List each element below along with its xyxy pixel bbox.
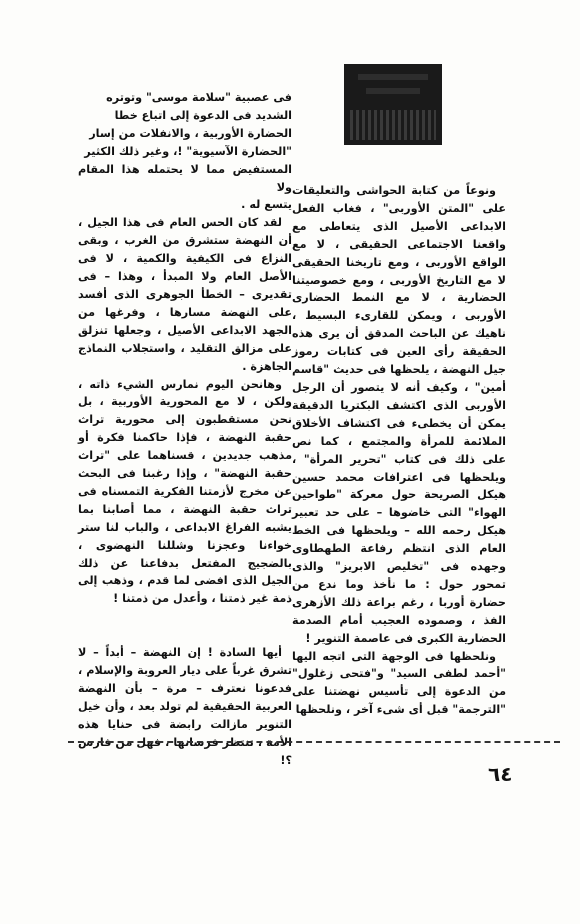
paragraph-gap <box>78 608 292 644</box>
left-line: المستفيض مما لا يحتمله هذا المقام ولا <box>78 162 292 194</box>
paragraph: لقد كان الحس العام فى هذا الجيل ، أن النهضة ستشرق من الغرب ، وبقى النزاع فى الكيفية والكمية ، لا فى الأصل العام ولا المبدأ ، وهذا – فى تقديرى – الخطأ الجوهرى الذى أفسد على النهضة مسارها ، وفرغها من الجهد الابداعى الأصيل ، وجعلها تنزلق على مزالق التقليد ، واستجلاب النماذج الجاهزة . <box>78 216 292 373</box>
right-column <box>292 182 506 719</box>
paragraph: أيها السادة ! إن النهضة – أبداً – لا تشرق غرباً على ديار العروبة والإسلام ، فدعونا نعترف – مرة – بأن النهضة العربية الحقيقية لم تولد بعد ، وأن خيل التنوير مازالت رابضة فى حنايا هذه الأمة ، تنتظر فرسانها ، فهل من فارس ؟! <box>78 646 292 767</box>
logo-mark-top <box>358 74 428 80</box>
left-line: "الحضارة الآسيوية" !، وغير ذلك الكثير <box>84 144 292 158</box>
paragraph: وهانحن اليوم نمارس الشيء ذاته ، ولكن ، لا مع المحورية الأوربية ، بل نحن مستقطبون إلى محورية تراث حقبة النهضة ، فإذا حاكمنا فكرة أو مذهب جديدين ، قسناهما على "تراث حقبة النهضة" ، وإذا رغبنا فى البحث عن مخرج لأزمتنا الفكرية التمسناه فى تراث حقبة النهضة ، مما أصابنا بما يشبه الفراغ الابداعى ، والباب لنا ستر خواءنا وعجزنا وشللنا النهضوى ، بالضجيج المفتعل بدفاعنا عن ذلك الجيل الذى افضى لما قدم ، وذهب إلى ذمة غير ذمتنا ، وأعدل من ذمتنا ! <box>78 377 292 606</box>
paragraph: ونوعاً من كتابة الحواشى والتعليقات على "المتن الأوربى" ، فغاب الفعل الابداعى الأصيل الذى يتعاطى مع واقعنا الاجتماعى الحقيقى ، لا مع الواقع الأوربى ، ومع تاريخنا الحقيقى لا مع التاريخ الأوربى ، ومع خصوصيتنا الحضارية ، لا مع النمط الحضارى الأوربى ، ويمكن للقارىء البسيط ، ناهيك عن الباحث المدقق أن يرى هذه الحقيقة رأى العين فى كتابات رموز جيل النهضة ، يلحظها فى حديث "قاسم أمين" ، وكيف أنه لا يتصور أن الرجل الأوربى الذى اكتشف البكتريا الدقيقة يمكن أن يخطىء فى اكتشاف الأخلاق الملائمة للمرأة والمجتمع ، كما نص على ذلك فى كتاب "تحرير المرأة" ، ويلحظها فى اعترافات محمد حسين هيكل الصريحة حول معركة "طواحين الهواء" التى خاضوها – على حد تعبير هيكل رحمه الله – ويلحظها فى الخط العام الذى انتظم رفاعة الطهطاوى وجهده فى "تخليص الابريز" والذى تمحور حول : ما نأخذ وما ندع من حضارة أوربا ، رغم براعة ذلك الأزهرى الفذ ، وصموده العجيب أمام الصدمة الحضارية الكبرى فى عاصمة التنوير ! <box>292 184 506 645</box>
left-line: فى عصبية "سلامة موسى" وتوتره <box>106 91 292 104</box>
paragraph: ونلحظها فى الوجهة التى اتجه اليها "أحمد لطفى السيد" و"فتحى زغلول" من الدعوة إلى تأسيس نهضتنا على "الترجمة" قبل أى شىء آخر ، ونلحظها <box>292 649 506 717</box>
page-number: ٦٤ <box>488 762 513 786</box>
left-line: الشديد فى الدعوة إلى اتباع خطا <box>114 108 292 122</box>
logo-mark-middle <box>366 88 420 94</box>
logo-lettering <box>350 110 436 140</box>
left-line: يتسع له . <box>241 198 292 212</box>
left-column <box>78 89 292 770</box>
footer-divider <box>68 741 560 743</box>
left-line: الحضارة الأوربية ، والانفلات من إسار <box>89 126 292 140</box>
section-logo <box>344 64 442 145</box>
